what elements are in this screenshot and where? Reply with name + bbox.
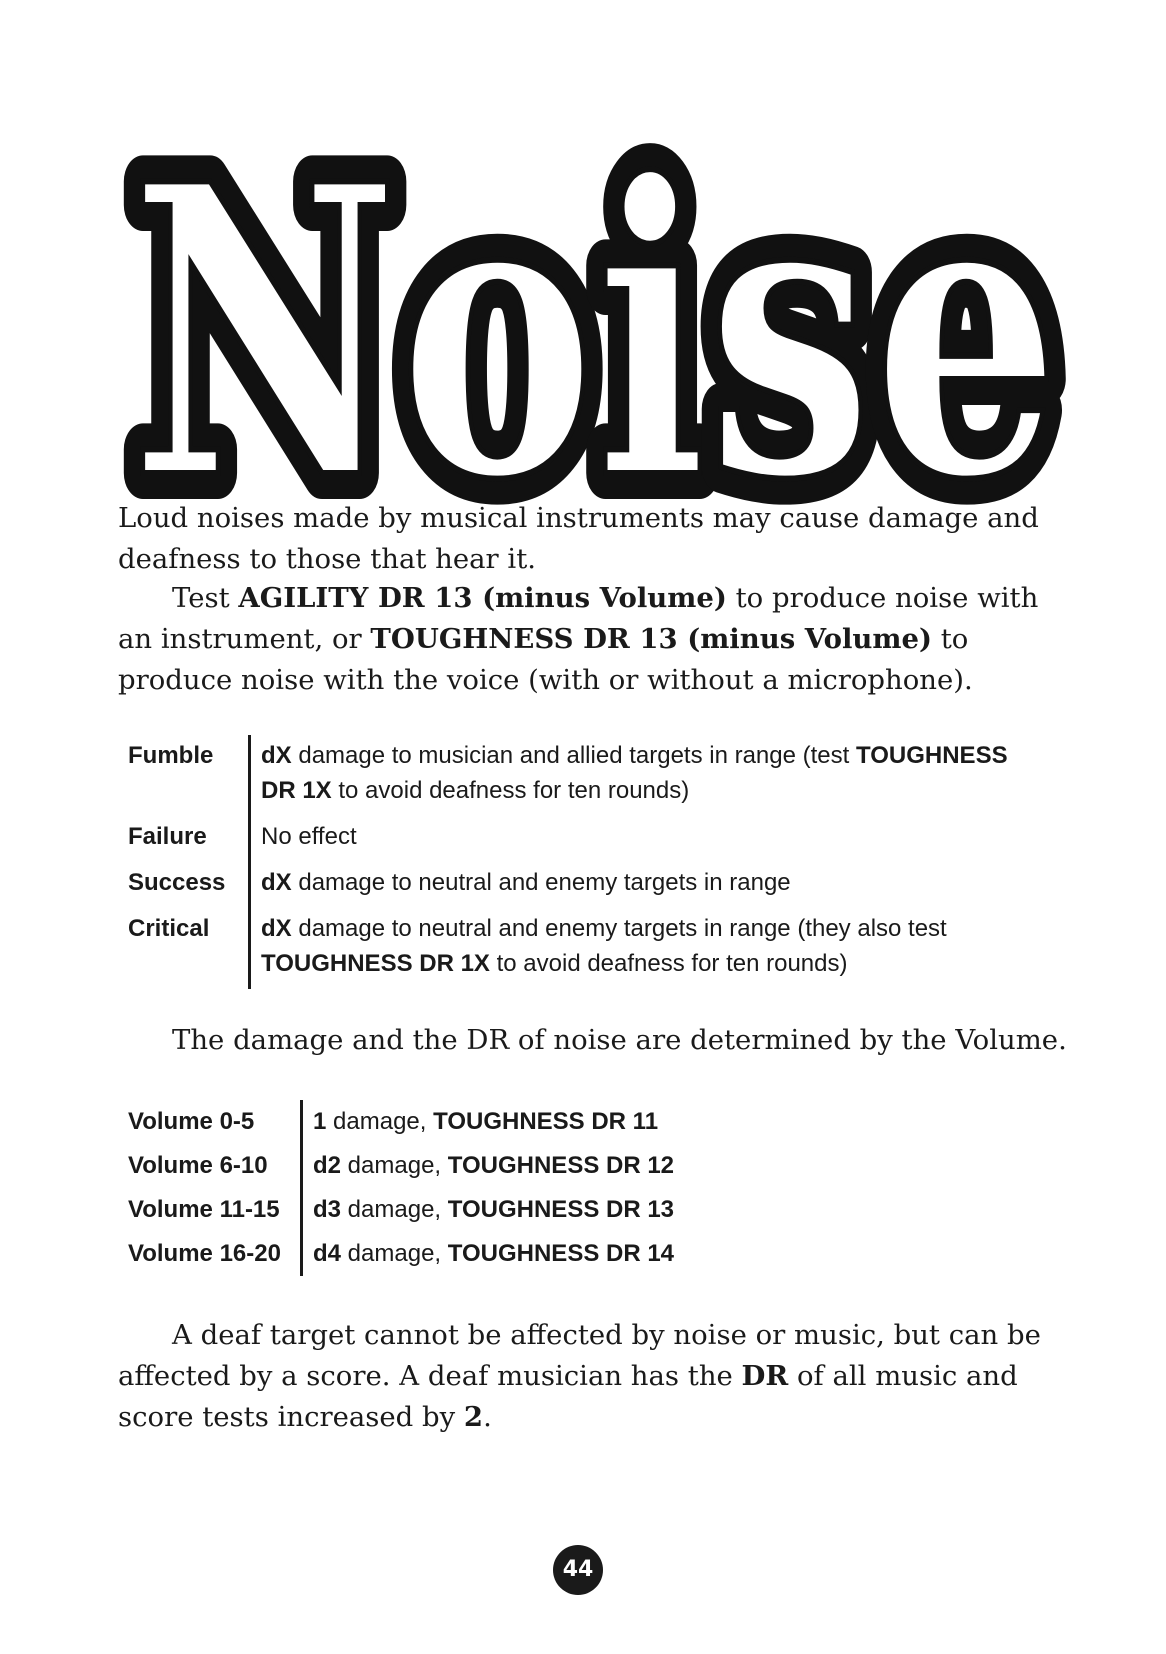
desc-text: damage to neutral and enemy targets in range (they also test [291, 915, 947, 942]
outcome-desc [248, 816, 1021, 862]
volume-row [128, 1144, 674, 1188]
title-logo [95, 78, 1095, 518]
outcome-table [128, 735, 1021, 989]
outcome-label: Failure [128, 823, 207, 850]
volume-label: Volume 0-5 [128, 1108, 255, 1135]
volume-table [128, 1100, 674, 1276]
volume-row [128, 1100, 674, 1144]
test-text-pre: Test [172, 582, 239, 614]
toughness-test: TOUGHNESS DR 1X [261, 742, 1008, 804]
toughness-test: TOUGHNESS DR 13 (minus Volume) [370, 623, 932, 655]
volume-label: Volume 16-20 [128, 1240, 281, 1267]
outcome-desc [248, 862, 1021, 908]
desc-text: to avoid deafness for ten rounds) [489, 950, 848, 977]
damage-die: 1 [313, 1108, 327, 1135]
page-number: 44 [553, 1545, 603, 1595]
intro-paragraph: Loud noises made by musical instruments may cause damage and deafness to those that hear it. [118, 502, 1039, 575]
title-text: Noise [130, 98, 1060, 518]
toughness-test: TOUGHNESS DR 1X [261, 950, 490, 977]
damage-die: d2 [313, 1152, 342, 1179]
test-paragraph [118, 578, 1078, 701]
deaf-text-mid: of all music and score tests increased by [118, 1360, 1018, 1433]
volume-label: Volume 11-15 [128, 1196, 280, 1223]
toughness-dr: TOUGHNESS DR 13 [447, 1196, 675, 1223]
test-text-mid: to produce noise with an instrument, or [118, 582, 1039, 655]
desc-text: No effect [261, 823, 357, 850]
volume-row [128, 1232, 674, 1276]
toughness-dr: TOUGHNESS DR 11 [433, 1108, 659, 1135]
outcome-label: Fumble [128, 742, 214, 769]
volume-desc [300, 1100, 658, 1144]
volume-label: Volume 6-10 [128, 1152, 268, 1179]
deaf-text-post: . [483, 1401, 492, 1433]
desc-text: to avoid deafness for ten rounds) [331, 777, 690, 804]
outcome-row-critical [128, 908, 1021, 989]
desc-text: damage to musician and allied targets in range (test [291, 742, 856, 769]
outcome-label: Critical [128, 915, 210, 942]
toughness-dr: TOUGHNESS DR 12 [447, 1152, 675, 1179]
chapter-title [95, 78, 1095, 518]
dr-term: DR [741, 1360, 789, 1392]
desc-text: damage, [341, 1196, 448, 1223]
damage-die: d4 [313, 1240, 342, 1267]
agility-test: AGILITY DR 13 (minus Volume) [238, 582, 727, 614]
title-text-inner: Noise [130, 98, 1060, 518]
desc-text: damage, [326, 1108, 434, 1135]
damage-die: d3 [313, 1196, 342, 1223]
outcome-desc [248, 908, 1021, 989]
desc-text: damage, [341, 1152, 448, 1179]
volume-row [128, 1188, 674, 1232]
damage-die: dX [261, 742, 292, 769]
damage-die: dX [261, 915, 292, 942]
desc-text: damage, [341, 1240, 448, 1267]
outcome-label: Success [128, 869, 226, 896]
test-text-post: to produce noise with the voice (with or without a microphone). [118, 623, 973, 696]
volume-desc [300, 1144, 674, 1188]
volume-desc [300, 1232, 674, 1276]
outcome-row-fumble [128, 735, 1021, 816]
deaf-text-pre: A deaf target cannot be affected by noise or music, but can be affected by a score. A deaf musician has the [118, 1319, 1041, 1392]
dr-increase: 2 [463, 1401, 484, 1433]
outcome-desc [248, 735, 1021, 816]
outcome-row-success [128, 862, 1021, 908]
volume-desc [300, 1188, 674, 1232]
volume-note: The damage and the DR of noise are determined by the Volume. [172, 1024, 1067, 1056]
toughness-dr: TOUGHNESS DR 14 [447, 1240, 675, 1267]
deaf-paragraph [118, 1315, 1078, 1438]
damage-die: dX [261, 869, 292, 896]
desc-text: damage to neutral and enemy targets in range [291, 869, 791, 896]
outcome-row-failure [128, 816, 1021, 862]
